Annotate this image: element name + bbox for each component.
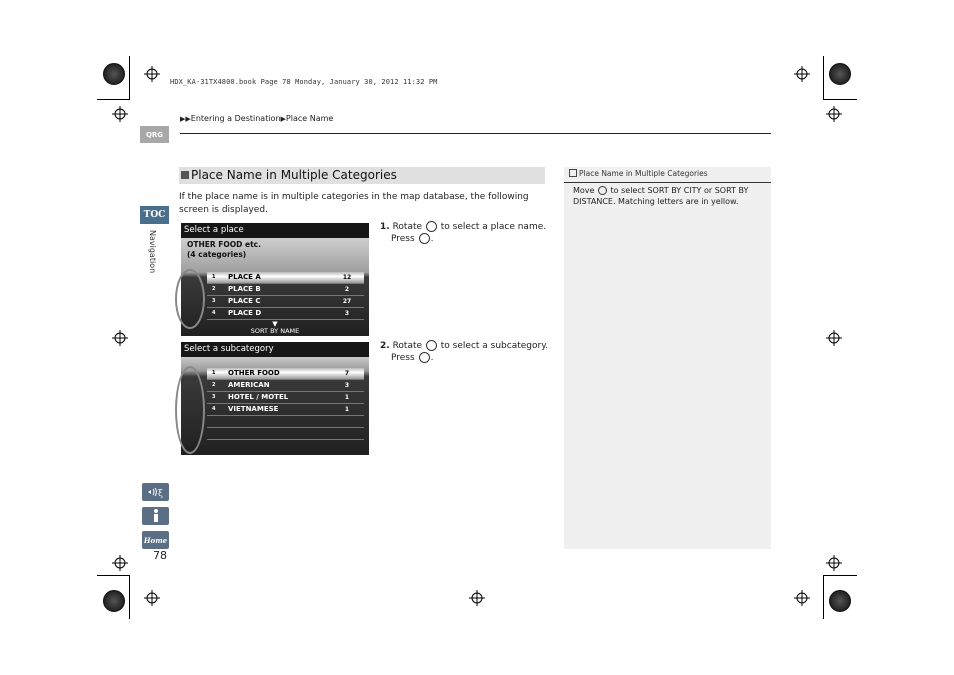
step-2: 2. Rotate to select a subcategory. Press . (380, 341, 549, 363)
list-item[interactable]: 1 OTHER FOOD 7 (207, 368, 364, 380)
breadcrumb-place-name[interactable]: Place Name (285, 114, 334, 123)
interface-dial-press-icon (419, 352, 430, 363)
list-wheel-graphic (175, 366, 205, 454)
registration-crosshair-icon (144, 590, 160, 606)
registration-dial-icon (829, 590, 851, 612)
registration-crosshair-icon (144, 66, 160, 82)
list-wheel-graphic (175, 269, 205, 329)
page-number: 78 (153, 549, 167, 562)
svg-text:ξ: ξ (157, 489, 163, 498)
interface-dial-move-icon (598, 186, 607, 195)
crop-mark (823, 575, 824, 619)
list-item[interactable]: 2 AMERICAN 3 (207, 380, 364, 392)
down-triangle-icon: ▼ (272, 320, 278, 328)
home-button[interactable] (142, 531, 169, 549)
crop-mark (97, 575, 130, 576)
registration-crosshair-icon (794, 66, 810, 82)
info-button[interactable] (142, 507, 169, 525)
crop-mark (823, 56, 824, 100)
side-note-body: Move to select SORT BY CITY or SORT BY DISTANCE. Matching letters are in yellow. (573, 186, 749, 206)
registration-crosshair-icon (826, 330, 842, 346)
list-item[interactable]: 4 PLACE D 3 (207, 308, 364, 320)
header-rule (180, 133, 771, 134)
breadcrumb-entering-destination[interactable]: Entering a Destination (190, 114, 281, 123)
list-item[interactable]: 3 HOTEL / MOTEL 1 (207, 392, 364, 404)
square-bullet-icon (181, 171, 189, 179)
sort-by-name-button[interactable]: ▼ SORT BY NAME (181, 321, 369, 335)
registration-crosshair-icon (826, 555, 842, 571)
info-icon (151, 509, 161, 523)
crop-mark (823, 575, 857, 576)
list-item[interactable]: 1 PLACE A 12 (207, 272, 364, 284)
interface-dial-rotate-icon (426, 221, 437, 232)
registration-dial-icon (829, 63, 851, 85)
registration-crosshair-icon (112, 106, 128, 122)
crop-mark (129, 56, 130, 100)
section-label-navigation: Navigation (148, 230, 157, 274)
screen-select-place (181, 223, 369, 336)
reference-box-icon (569, 169, 577, 177)
toc-tab[interactable]: TOC (140, 206, 169, 224)
list-item[interactable]: 4 VIETNAMESE 1 (207, 404, 364, 416)
screen-select-subcategory (181, 342, 369, 455)
list-item-empty (207, 416, 364, 428)
crop-mark (97, 99, 130, 100)
intro-paragraph: If the place name is in multiple categories in the map database, the following screen is displayed. (179, 192, 529, 215)
print-info-line: HDX_KA-31TX4800.book Page 78 Monday, January 30, 2012 11:32 PM (170, 78, 438, 86)
home-label: Home (143, 535, 168, 545)
breadcrumb (180, 114, 333, 123)
list-item[interactable]: 2 PLACE B 2 (207, 284, 364, 296)
list-item[interactable]: 3 PLACE C 27 (207, 296, 364, 308)
side-note-panel (564, 167, 771, 549)
registration-crosshair-icon (469, 590, 485, 606)
registration-dial-icon (103, 590, 125, 612)
voice-command-button[interactable] (142, 483, 169, 501)
registration-crosshair-icon (112, 330, 128, 346)
interface-dial-rotate-icon (426, 340, 437, 351)
list-item-empty (207, 428, 364, 440)
screen1-header: OTHER FOOD etc. (4 categories) (187, 240, 261, 259)
screen1-title: Select a place (181, 223, 369, 238)
interface-dial-press-icon (419, 233, 430, 244)
registration-crosshair-icon (826, 106, 842, 122)
screen2-title: Select a subcategory (181, 342, 369, 357)
crop-mark (823, 99, 857, 100)
registration-crosshair-icon (794, 590, 810, 606)
step-1: 1. Rotate to select a place name. Press . (380, 222, 547, 244)
crop-mark (129, 575, 130, 619)
voice-icon (147, 486, 165, 498)
section-heading (179, 167, 545, 184)
double-arrow-icon: ▶▶ (180, 115, 191, 123)
registration-dial-icon (103, 63, 125, 85)
section-title: Place Name in Multiple Categories (191, 168, 397, 182)
side-note-heading: Place Name in Multiple Categories (569, 169, 708, 178)
registration-crosshair-icon (112, 555, 128, 571)
qrg-tab[interactable]: QRG (140, 126, 169, 143)
arrow-icon: ▶ (280, 115, 286, 123)
